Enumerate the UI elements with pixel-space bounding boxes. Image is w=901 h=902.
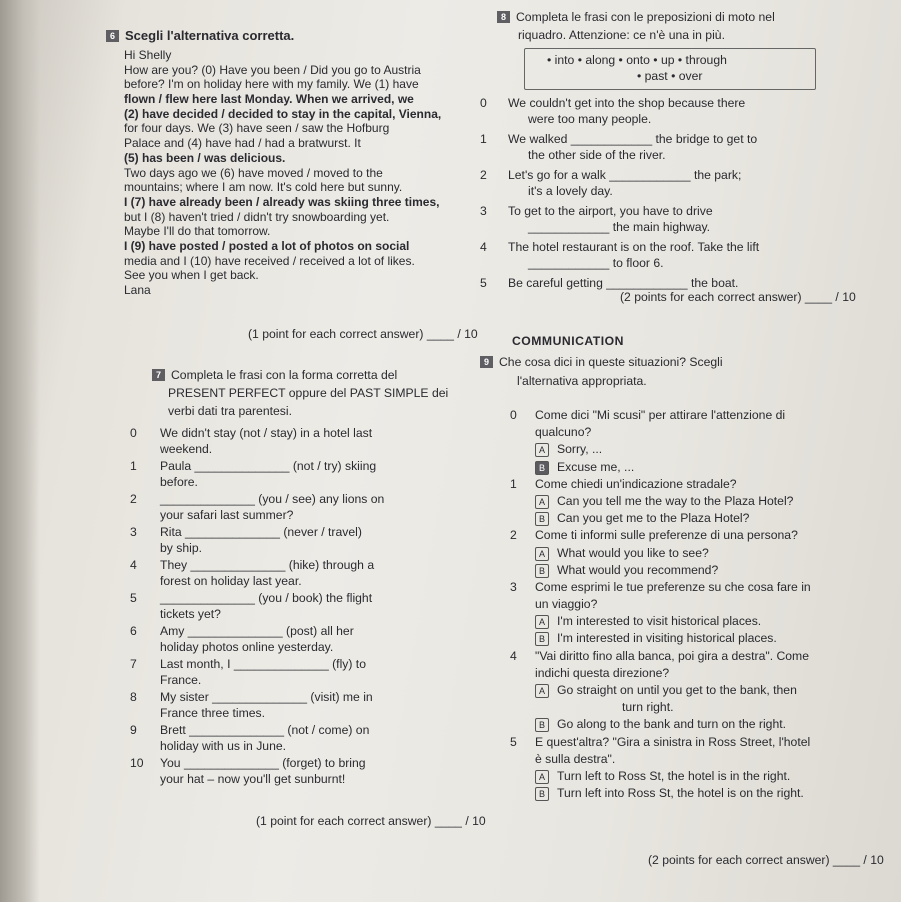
- item-line-2: the other side of the river.: [528, 148, 666, 162]
- item-line-2[interactable]: ____________ the main highway.: [528, 220, 711, 234]
- option-a-box[interactable]: A: [535, 547, 549, 561]
- exercise-7-badge: 7: [152, 369, 165, 381]
- item-number: 3: [480, 204, 487, 218]
- letter-line: before? I'm on holiday here with my family. We (1) have: [124, 77, 419, 92]
- exercise-7-score: (1 point for each correct answer) ____ / 10: [256, 814, 486, 828]
- item-number: 6: [130, 624, 137, 638]
- item-line-2: holiday photos online yesterday.: [160, 640, 334, 654]
- item-line-1[interactable]: Paula ______________ (not / try) skiing: [160, 459, 377, 473]
- item-line-2: were too many people.: [528, 112, 652, 126]
- question-number: 4: [510, 648, 517, 663]
- letter-line: I (7) have already been / already was skiing three times,: [124, 194, 440, 209]
- item-number: 8: [130, 690, 137, 704]
- item-line-1[interactable]: Amy ______________ (post) all her: [160, 624, 354, 638]
- option-b[interactable]: B Can you get me to the Plaza Hotel?: [510, 510, 890, 527]
- exercise-6-badge: 6: [106, 30, 119, 42]
- item-line-2: France three times.: [160, 706, 265, 720]
- item-line-2[interactable]: ____________ to floor 6.: [528, 256, 664, 270]
- item-number: 4: [130, 558, 137, 572]
- question-number: 0: [510, 408, 517, 422]
- item-line-2: by ship.: [160, 541, 203, 555]
- question-text: Come dici "Mi scusi" per attirare l'attenzione di: [535, 408, 786, 422]
- option-b[interactable]: B Go along to the bank and turn on the right.: [510, 716, 890, 733]
- question-text: "Vai diritto fino alla banca, poi gira a destra". Come: [535, 648, 809, 663]
- option-a[interactable]: A I'm interested to visit historical places.: [510, 613, 890, 630]
- item-line-1[interactable]: Let's go for a walk ____________ the park;: [508, 168, 742, 182]
- item-line-1[interactable]: Brett ______________ (not / come) on: [160, 723, 370, 737]
- exercise-7-title-3: verbi dati tra parentesi.: [168, 404, 292, 418]
- option-a-box[interactable]: A: [535, 770, 549, 784]
- letter-line: (5) has been / was delicious.: [124, 150, 286, 165]
- option-b-box[interactable]: B: [535, 564, 549, 578]
- item-line-2: forest on holiday last year.: [160, 574, 302, 588]
- item-line-2: before.: [160, 475, 198, 489]
- exercise-9-badge: 9: [480, 356, 493, 368]
- item-line-1[interactable]: ______________ (you / see) any lions on: [160, 492, 385, 506]
- item-line-1[interactable]: We walked ____________ the bridge to get to: [508, 132, 758, 146]
- item-line-1[interactable]: Be careful getting ____________ the boat.: [508, 276, 739, 290]
- exercise-9-title-2: l'alternativa appropriata.: [517, 374, 647, 388]
- word-box-line-1: • into • along • onto • up • through: [547, 53, 727, 67]
- item-line-2: weekend.: [160, 442, 213, 456]
- question-number: 5: [510, 734, 517, 749]
- item-line-1[interactable]: They ______________ (hike) through a: [160, 558, 375, 572]
- item-line-1: We didn't stay (not / stay) in a hotel last: [160, 426, 373, 440]
- question-number: 2: [510, 528, 517, 543]
- item-number: 0: [480, 96, 487, 110]
- item-number: 1: [480, 132, 487, 146]
- exercise-6: [100, 28, 460, 44]
- letter-line: (2) have decided / decided to stay in the capital, Vienna,: [124, 106, 442, 121]
- option-b-box[interactable]: B: [535, 512, 549, 526]
- letter-line: Lana: [124, 283, 151, 297]
- letter-line: Palace and (4) have had / had a bratwurst. It: [124, 136, 361, 151]
- item-number: 5: [480, 276, 487, 290]
- item-line-1: We couldn't get into the shop because there: [508, 96, 746, 110]
- question-text: Come chiedi un'indicazione stradale?: [535, 476, 737, 491]
- item-line-1[interactable]: ______________ (you / book) the flight: [160, 591, 373, 605]
- item-number: 7: [130, 657, 137, 671]
- option-b[interactable]: B What would you recommend?: [510, 562, 890, 579]
- letter-line: but I (8) haven't tried / didn't try snowboarding yet.: [124, 209, 390, 224]
- exercise-7-title-2: PRESENT PERFECT oppure del PAST SIMPLE dei: [168, 386, 449, 400]
- item-line-1[interactable]: Last month, I ______________ (fly) to: [160, 657, 366, 671]
- item-line-1[interactable]: You ______________ (forget) to bring: [160, 756, 366, 770]
- exercise-8-title-1: Completa le frasi con le preposizioni di moto nel: [516, 10, 775, 24]
- book-spine-shadow: [0, 0, 40, 902]
- question-text: Come esprimi le tue preferenze su che cosa fare in: [535, 579, 811, 594]
- letter-line: for four days. We (3) have seen / saw the Hofburg: [124, 121, 390, 136]
- option-a[interactable]: A Sorry, ...: [510, 441, 890, 458]
- option-a[interactable]: A Turn left to Ross St, the hotel is in the right.: [510, 768, 890, 785]
- item-line-1: To get to the airport, you have to drive: [508, 204, 713, 218]
- exercise-6-title: Scegli l'alternativa corretta.: [125, 28, 295, 43]
- option-b[interactable]: B I'm interested in visiting historical places.: [510, 630, 890, 647]
- option-a-box[interactable]: A: [535, 443, 549, 457]
- exercise-9-questions: [510, 407, 890, 802]
- item-line-2: tickets yet?: [160, 607, 221, 621]
- option-b[interactable]: B Excuse me, ...: [510, 459, 890, 476]
- option-b-box[interactable]: B: [535, 787, 549, 801]
- letter-line: See you when I get back.: [124, 268, 259, 283]
- item-line-1: The hotel restaurant is on the roof. Take the lift: [508, 240, 760, 254]
- word-box-line-2: • past • over: [637, 69, 703, 83]
- item-line-2: your hat – now you'll get sunburnt!: [160, 772, 346, 786]
- item-line-2: your safari last summer?: [160, 508, 294, 522]
- exercise-7-title-1: Completa le frasi con la forma corretta del: [171, 368, 398, 382]
- question-text: un viaggio?: [535, 597, 598, 612]
- letter-line: flown / flew here last Monday. When we arrived, we: [124, 92, 414, 107]
- item-line-1[interactable]: My sister ______________ (visit) me in: [160, 690, 373, 704]
- exercise-8-title-2: riquadro. Attenzione: ce n'è una in più.: [518, 28, 725, 42]
- item-number: 0: [130, 426, 137, 440]
- exercise-8-score: (2 points for each correct answer) ____ / 10: [620, 290, 856, 304]
- letter-line: Hi Shelly: [124, 48, 172, 62]
- option-a-box[interactable]: A: [535, 495, 549, 509]
- exercise-8-items: [480, 95, 860, 291]
- item-number: 5: [130, 591, 137, 605]
- exercise-7-items: [130, 425, 490, 787]
- letter-line: How are you? (0) Have you been / Did you go to Austria: [124, 62, 421, 77]
- question-text: Come ti informi sulle preferenze di una persona?: [535, 528, 798, 543]
- exercise-6-score: (1 point for each correct answer) ____ / 10: [248, 327, 478, 341]
- option-a[interactable]: A Can you tell me the way to the Plaza Hotel?: [510, 493, 890, 510]
- option-b-box[interactable]: B: [535, 632, 549, 646]
- question-text: è sulla destra".: [535, 751, 616, 766]
- option-b[interactable]: B Turn left into Ross St, the hotel is on the right.: [510, 785, 890, 802]
- option-a[interactable]: A Go straight on until you get to the bank, then: [510, 682, 890, 699]
- question-number: 3: [510, 579, 517, 594]
- item-number: 10: [130, 756, 144, 770]
- question-text: E quest'altra? "Gira a sinistra in Ross Street, l'hotel: [535, 734, 811, 749]
- item-line-2: it's a lovely day.: [528, 184, 613, 198]
- letter-line: mountains; where I am now. It's cold here but sunny.: [124, 180, 403, 195]
- question-text: indichi questa direzione?: [535, 665, 670, 680]
- option-b-box[interactable]: B: [535, 718, 549, 732]
- letter-line: Maybe I'll do that tomorrow.: [124, 224, 271, 239]
- item-line-2: holiday with us in June.: [160, 739, 287, 753]
- option-a-continued: turn right.: [622, 700, 674, 715]
- letter-line: I (9) have posted / posted a lot of photos on social: [124, 238, 410, 253]
- option-a-box[interactable]: A: [535, 684, 549, 698]
- item-number: 4: [480, 240, 487, 254]
- item-number: 9: [130, 723, 137, 737]
- option-a-box[interactable]: A: [535, 615, 549, 629]
- exercise-8-badge: 8: [497, 11, 510, 23]
- item-number: 2: [480, 168, 487, 182]
- question-number: 1: [510, 476, 517, 491]
- item-line-2: France.: [160, 673, 202, 687]
- item-line-1[interactable]: Rita ______________ (never / travel): [160, 525, 362, 539]
- exercise-9-score: (2 points for each correct answer) ____ / 10: [648, 853, 884, 867]
- exercise-9-title-1: Che cosa dici in queste situazioni? Scegli: [499, 355, 723, 369]
- item-number: 3: [130, 525, 137, 539]
- option-b-box-checked[interactable]: B: [535, 461, 549, 475]
- item-number: 1: [130, 459, 137, 473]
- exercise-6-text: [124, 48, 464, 298]
- option-a[interactable]: A What would you like to see?: [510, 545, 890, 562]
- question-text: qualcuno?: [535, 425, 592, 440]
- item-number: 2: [130, 492, 137, 506]
- communication-heading: COMMUNICATION: [512, 334, 624, 348]
- letter-line: Two days ago we (6) have moved / moved to the: [124, 165, 383, 180]
- letter-line: media and I (10) have received / received a lot of likes.: [124, 253, 415, 268]
